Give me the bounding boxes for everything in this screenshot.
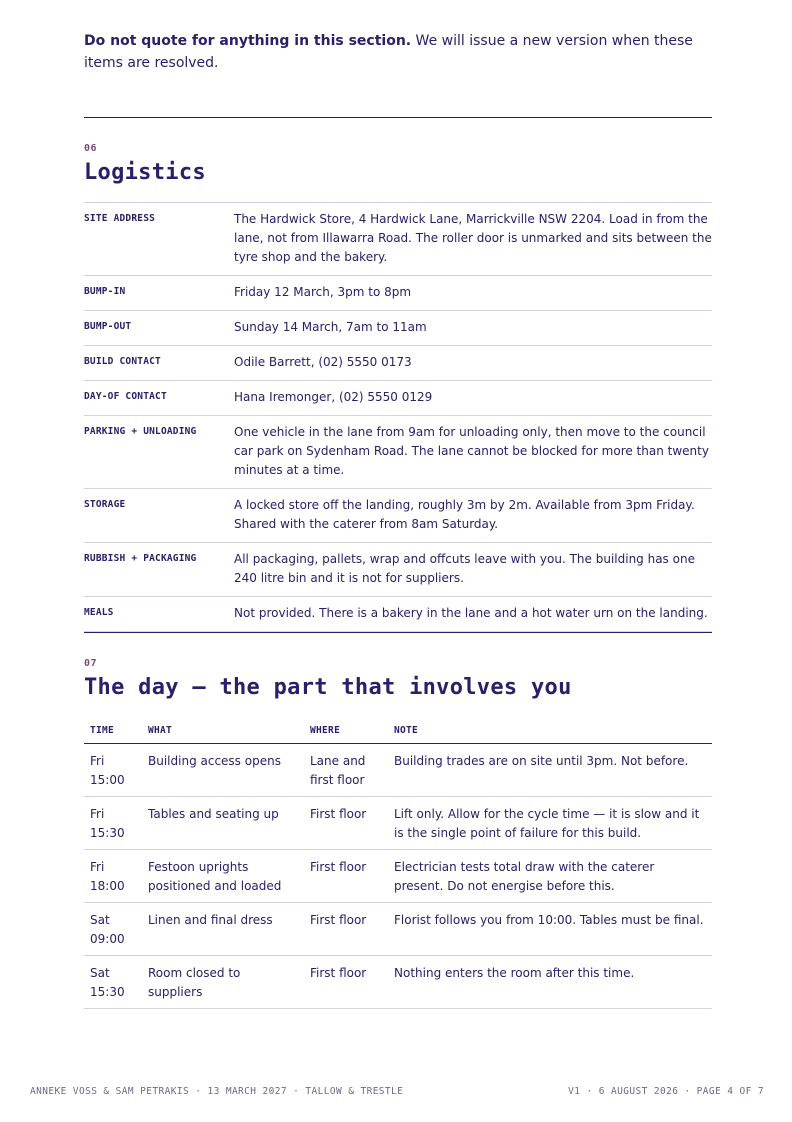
- schedule-row: [84, 744, 712, 797]
- schedule-cell-where: First floor: [304, 956, 388, 1009]
- logistics-row-value: One vehicle in the lane from 9am for unloading only, then move to the council car park on Sydenham Road. The lane cannot be blocked for more than twenty minutes at a time.: [234, 425, 709, 477]
- logistics-row-label: SITE ADDRESS: [84, 213, 156, 224]
- footer-left: ANNEKE VOSS & SAM PETRAKIS · 13 MARCH 2027 · TALLOW & TRESTLE: [30, 1086, 404, 1097]
- intro-bold-text: Do not quote for anything in this section.: [84, 33, 412, 49]
- logistics-row-label: MEALS: [84, 607, 114, 618]
- schedule-cell-what: Festoon uprights positioned and loaded: [142, 850, 304, 903]
- logistics-row-value: All packaging, pallets, wrap and offcuts leave with you. The building has one 240 litre bin and it is not for suppliers.: [234, 552, 695, 585]
- schedule-cell-where: First floor: [304, 903, 388, 956]
- schedule-cell-time: Fri 15:30: [84, 797, 142, 850]
- logistics-row-value: The Hardwick Store, 4 Hardwick Lane, Marrickville NSW 2204. Load in from the lane, not from Illawarra Road. The roller door is unmarked and sits between the tyre shop and the bakery.: [234, 212, 712, 264]
- logistics-row-label: DAY-OF CONTACT: [84, 391, 167, 402]
- schedule-cell-time: Sat 15:30: [84, 956, 142, 1009]
- schedule-cell-note: Nothing enters the room after this time.: [388, 956, 712, 1009]
- section-title: Logistics: [84, 160, 206, 185]
- schedule-table: [84, 720, 712, 1009]
- logistics-row-label: BUILD CONTACT: [84, 356, 161, 367]
- schedule-cell-time: Fri 15:00: [84, 744, 142, 797]
- column-header-what: WHAT: [142, 720, 304, 744]
- column-header-where: WHERE: [304, 720, 388, 744]
- schedule-cell-what: Building access opens: [142, 744, 304, 797]
- logistics-row-value: Sunday 14 March, 7am to 11am: [234, 320, 427, 334]
- section-title: The day — the part that involves you: [84, 675, 572, 700]
- logistics-row: [84, 416, 712, 489]
- section-divider: [84, 632, 712, 633]
- schedule-cell-note: Lift only. Allow for the cycle time — it is slow and it is the single point of failure for this build.: [388, 797, 712, 850]
- schedule-cell-where: Lane and first floor: [304, 744, 388, 797]
- schedule-cell-where: First floor: [304, 850, 388, 903]
- section-number: 07: [84, 658, 98, 669]
- schedule-cell-note: Florist follows you from 10:00. Tables must be final.: [388, 903, 712, 956]
- schedule-cell-what: Room closed to suppliers: [142, 956, 304, 1009]
- logistics-row-label: BUMP-OUT: [84, 321, 132, 332]
- column-header-note: NOTE: [388, 720, 712, 744]
- logistics-row-value: Friday 12 March, 3pm to 8pm: [234, 285, 412, 299]
- logistics-row: [84, 346, 712, 381]
- schedule-cell-where: First floor: [304, 797, 388, 850]
- logistics-row-value: Odile Barrett, (02) 5550 0173: [234, 355, 412, 369]
- logistics-row-label: BUMP-IN: [84, 286, 126, 297]
- logistics-row-value: Hana Iremonger, (02) 5550 0129: [234, 390, 433, 404]
- schedule-cell-note: Electrician tests total draw with the caterer present. Do not energise before this.: [388, 850, 712, 903]
- logistics-row: [84, 381, 712, 416]
- schedule-header-row: [84, 720, 712, 744]
- schedule-row: [84, 903, 712, 956]
- intro-text: We will issue a new version when these items are resolved.: [84, 33, 693, 71]
- schedule-row: [84, 797, 712, 850]
- logistics-row-label: PARKING + UNLOADING: [84, 426, 197, 437]
- logistics-row-label: RUBBISH + PACKAGING: [84, 553, 197, 564]
- logistics-row: [84, 489, 712, 543]
- intro-note: [84, 30, 694, 74]
- section-number: 06: [84, 143, 98, 154]
- logistics-row-value: Not provided. There is a bakery in the lane and a hot water urn on the landing.: [234, 606, 708, 620]
- logistics-table: [84, 202, 712, 632]
- schedule-cell-time: Fri 18:00: [84, 850, 142, 903]
- schedule-cell-time: Sat 09:00: [84, 903, 142, 956]
- logistics-row: [84, 276, 712, 311]
- logistics-row-label: STORAGE: [84, 499, 126, 510]
- schedule-cell-note: Building trades are on site until 3pm. Not before.: [388, 744, 712, 797]
- schedule-cell-what: Linen and final dress: [142, 903, 304, 956]
- logistics-row-value: A locked store off the landing, roughly 3m by 2m. Available from 3pm Friday. Shared with the caterer from 8am Saturday.: [234, 498, 695, 531]
- schedule-cell-what: Tables and seating up: [142, 797, 304, 850]
- logistics-row: [84, 311, 712, 346]
- logistics-row: [84, 203, 712, 276]
- schedule-row: [84, 956, 712, 1009]
- logistics-row: [84, 597, 712, 632]
- section-divider: [84, 117, 712, 118]
- logistics-row: [84, 543, 712, 597]
- schedule-row: [84, 850, 712, 903]
- column-header-time: TIME: [84, 720, 142, 744]
- footer-right: V1 · 6 AUGUST 2026 · PAGE 4 OF 7: [568, 1086, 764, 1097]
